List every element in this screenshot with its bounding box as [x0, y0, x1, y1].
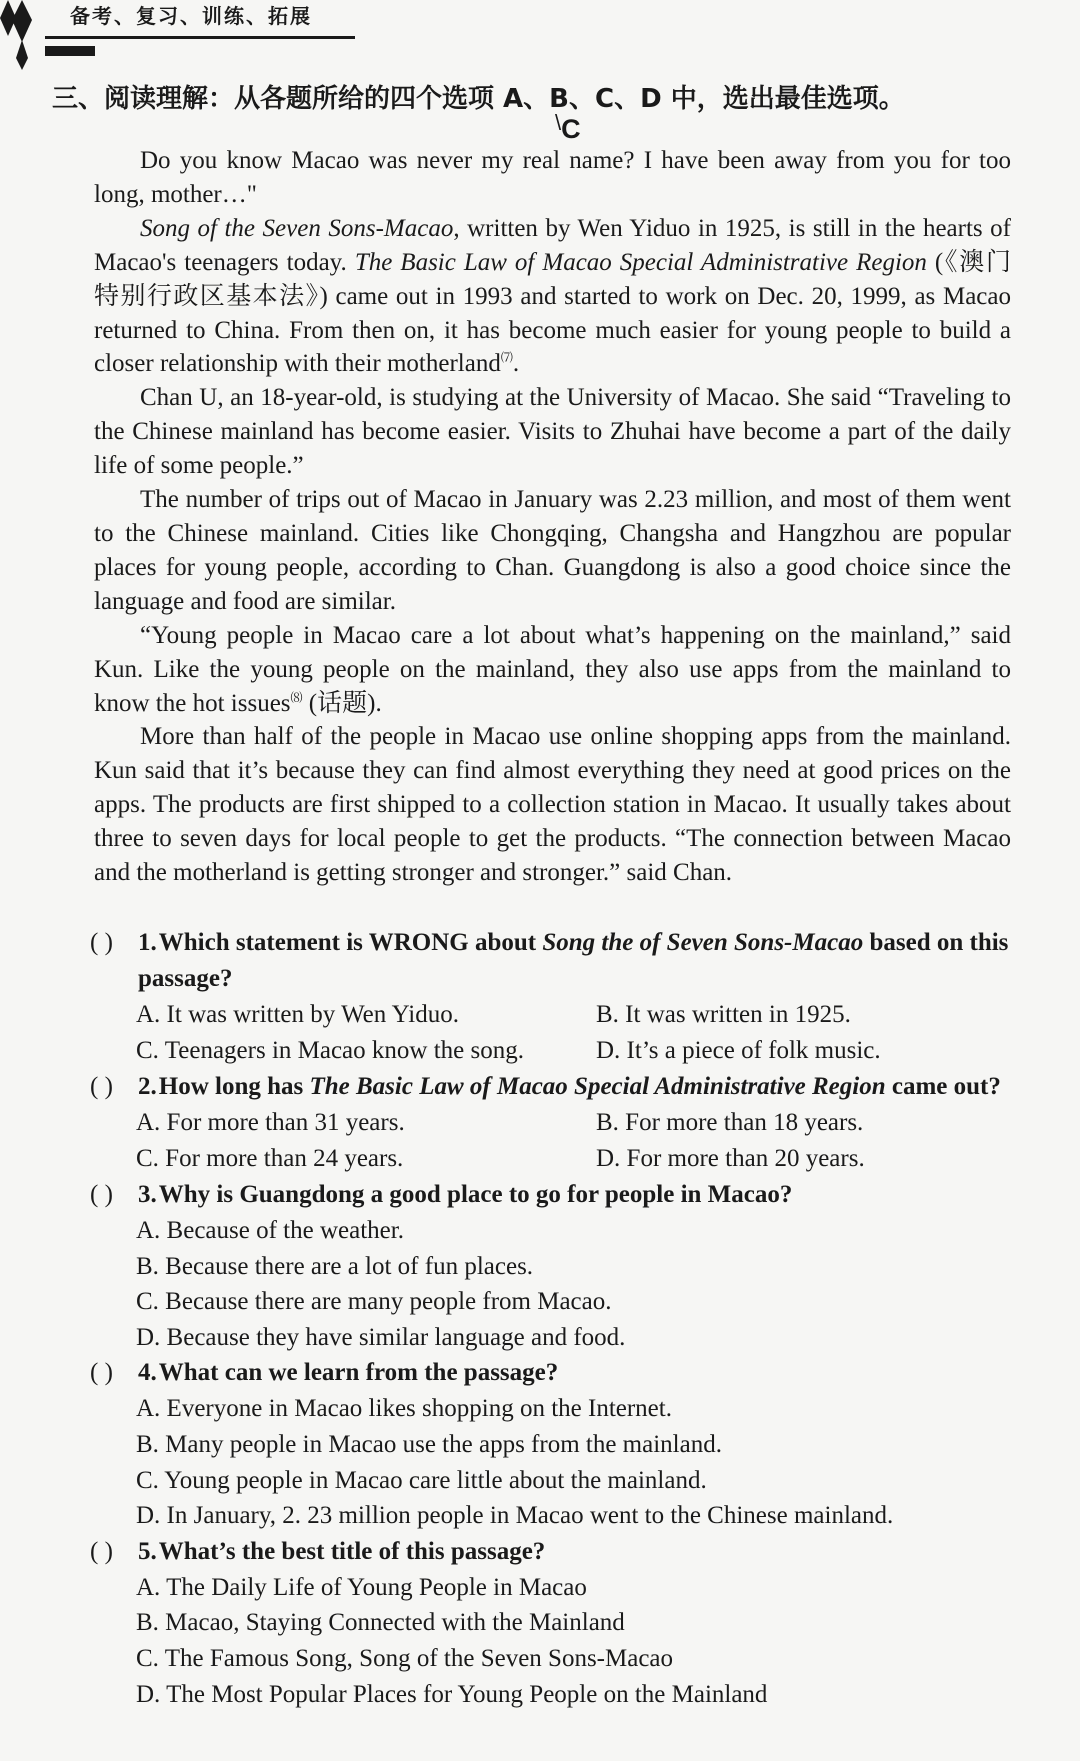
paragraph-5 — [94, 619, 1011, 721]
option-c[interactable]: C. Because there are many people from Macao. — [136, 1288, 612, 1316]
question-stem: Which statement is WRONG about — [158, 929, 543, 956]
question-list — [90, 925, 1020, 1712]
passage-letter: C — [561, 114, 581, 144]
option-b[interactable]: B. For more than 18 years. — [596, 1109, 864, 1136]
question-stem: What can we learn from the passage? — [158, 1359, 559, 1387]
question-3 — [90, 1177, 1020, 1355]
option-d[interactable]: D. The Most Popular Places for Young People on the Mainland — [136, 1680, 768, 1708]
option-a[interactable]: A. The Daily Life of Young People in Macao — [136, 1573, 587, 1601]
question-stem: Why is Guangdong a good place to go for people in Macao? — [158, 1181, 793, 1208]
question-number: 3. — [138, 1181, 157, 1208]
option-b[interactable]: B. Because there are a lot of fun places. — [136, 1252, 534, 1280]
answer-blank[interactable]: ( ) — [90, 1073, 113, 1100]
option-b[interactable]: B. It was written in 1925. — [596, 1001, 851, 1028]
passage-label — [555, 110, 581, 145]
question-1 — [90, 925, 1020, 1069]
option-c[interactable]: C. The Famous Song, Song of the Seven Sons-Macao — [136, 1644, 674, 1672]
question-5 — [90, 1534, 1020, 1712]
answer-blank[interactable]: ( ) — [90, 1359, 113, 1387]
paragraph-2-text-c: . — [512, 350, 520, 378]
paragraph-3: Chan U, an 18-year-old, is studying at the University of Macao. She said “Traveling to the Chinese mainland has become easier. Visits to Zhuhai have become a part of the daily life of some people.” — [94, 384, 1011, 480]
answer-blank[interactable]: ( ) — [90, 929, 113, 956]
header-tags: 备考、复习、训练、拓展 — [70, 6, 312, 28]
option-b[interactable]: B. Many people in Macao use the apps from the mainland. — [136, 1430, 722, 1458]
section-title: 三、阅读理解：从各题所给的四个选项 A、B、C、D 中，选出最佳选项。 — [52, 84, 905, 114]
paragraph-6: More than half of the people in Macao use online shopping apps from the mainland. Kun said that it’s because they can find almost everything they need at good prices on the apps. The products are first shipped to a collection station in Macao. It usually takes about three to seven days for local people to get the products. “The connection between Macao and the motherland is getting stronger and stronger.” said Chan. — [94, 723, 1011, 887]
song-title: Song of the Seven Sons-Macao — [140, 214, 454, 242]
footnote-marker: ⑺ — [500, 351, 513, 366]
question-italic: Song the of Seven Sons-Macao — [542, 929, 864, 956]
paragraph-4: The number of trips out of Macao in January was 2.23 million, and most of them went to the Chinese mainland. Cities like Chongqing, Changsha and Hangzhou are popular places for young people, according to Chan. Guangdong is also a good choice since the language and food are similar. — [94, 486, 1011, 615]
question-italic: The Basic Law of Macao Special Administrative Region — [309, 1073, 886, 1100]
answer-blank[interactable]: ( ) — [90, 1181, 113, 1208]
header-rule — [45, 36, 355, 39]
answer-blank[interactable]: ( ) — [90, 1537, 113, 1565]
question-number: 4. — [138, 1359, 157, 1387]
question-number: 2. — [138, 1073, 157, 1100]
paragraph-2 — [94, 212, 1011, 382]
question-stem-end: came out? — [885, 1073, 1001, 1100]
diamond-ornament-icon — [0, 0, 40, 70]
option-d[interactable]: D. It’s a piece of folk music. — [596, 1037, 881, 1064]
option-a[interactable]: A. For more than 31 years. — [136, 1109, 405, 1136]
question-stem-end: based on this passage? — [138, 929, 1009, 992]
paragraph-5-text-a: “Young people in Macao care a lot about what’s happening on the mainland,” said Kun. Like the young people on the mainland, they also use apps from the mainland to know the hot issues — [94, 621, 1011, 717]
question-stem: How long has — [158, 1073, 310, 1100]
paragraph-2-text-b: (《澳门特别行政区基本法》) came out in 1993 and started to work on Dec. 20, 1999, as Macao returned to China. From then on, it has become much easier for young people to build a closer relationship with their motherland — [94, 248, 1012, 378]
footnote-marker: ⑻ — [290, 690, 303, 705]
question-stem: What’s the best title of this passage? — [158, 1537, 546, 1565]
question-2 — [90, 1069, 1020, 1177]
paragraph-5-text-b: (话题). — [302, 689, 382, 717]
option-c[interactable]: C. Young people in Macao care little about the mainland. — [136, 1466, 707, 1494]
question-number: 1. — [138, 929, 157, 956]
option-a[interactable]: A. Everyone in Macao likes shopping on the Internet. — [136, 1395, 672, 1423]
option-b[interactable]: B. Macao, Staying Connected with the Mainland — [136, 1609, 625, 1637]
option-d[interactable]: D. Because they have similar language and food. — [136, 1323, 626, 1351]
option-d[interactable]: D. In January, 2. 23 million people in Macao went to the Chinese mainland. — [136, 1502, 894, 1530]
question-4 — [90, 1355, 1020, 1533]
option-a[interactable]: A. It was written by Wen Yiduo. — [136, 1001, 459, 1028]
paragraph-2-text-a: , written by Wen Yiduo in 1925, is still in the hearts of Macao's teenagers today. — [94, 214, 1011, 276]
option-d[interactable]: D. For more than 20 years. — [596, 1145, 865, 1172]
option-c[interactable]: C. For more than 24 years. — [136, 1145, 404, 1172]
tick-mark: \ — [555, 110, 562, 135]
question-number: 5. — [138, 1537, 157, 1565]
option-c[interactable]: C. Teenagers in Macao know the song. — [136, 1037, 524, 1064]
option-a[interactable]: A. Because of the weather. — [136, 1217, 404, 1244]
reading-passage — [94, 144, 1011, 890]
law-title: The Basic Law of Macao Special Administrative Region — [354, 248, 927, 276]
paragraph-1: Do you know Macao was never my real name? I have been away from you for too long, mother…" — [94, 147, 1011, 208]
header-bar — [45, 46, 95, 56]
